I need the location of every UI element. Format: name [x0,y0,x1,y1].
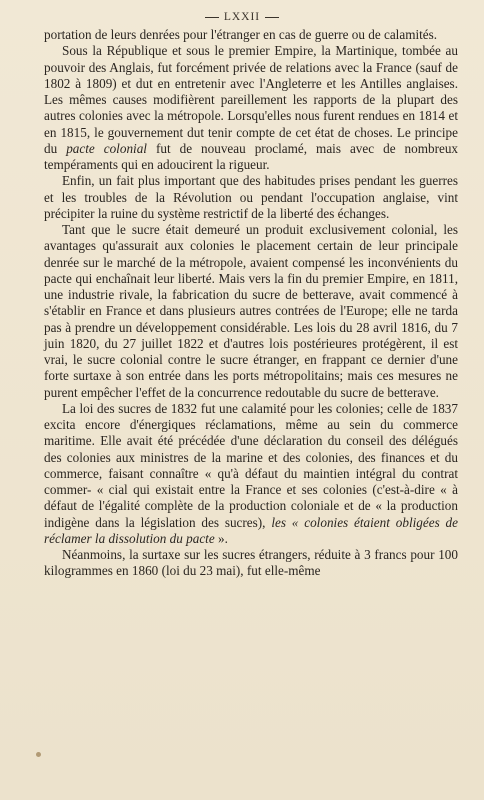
paragraph-text: Tant que le sucre était demeuré un produit exclusivement colonial, les avantages qu'assurait aux colonies le placement certain de leur principale denrée sur le marché de la métropole, avaient compensé les inconvénients du pacte qui enchaînait leur liberté. Mais vers la fin du premier Empire, en 1811, une industrie rivale, la fabrication du sucre de betterave, avait commencé à s'établir en France et dans plusieurs autres contrées de l'Europe; elle ne tarda pas à prendre un développement considérable. Les lois du 28 avril 1816, du 7 juin 1820, du 27 juillet 1822 et d'autres lois postérieures protégèrent, il est vrai, le sucre colonial contre le sucre étranger, en frappant ce dernier d'une forte surtaxe à son entrée dans les ports métropolitains; mais ces mesures ne purent empêcher l'effet de la concurrence redoutable du sucre de betterave. [44,222,458,400]
header-dash-right [265,17,279,18]
paragraph-text: Enfin, un fait plus important que des habitudes prises pendant les guerres et les troubles de la Révolution ou pendant l'occupation anglaise, vint précipiter la ruine du système restrictif de la liberté des échanges. [44,173,458,221]
header-dash-left [205,17,219,18]
paragraph-3 [44,173,458,222]
italic-quote: les « colonies étaient obligées de réclamer la dissolution du pacte [44,514,458,546]
paragraph-5 [44,401,458,547]
paragraph-text: Sous la République et sous le premier Empire, la Martinique, tombée au pouvoir des Anglais, fut forcément privée de relations avec la France (sauf de 1802 à 1809) et dut en entretenir avec l'Angleterre et les Antilles anglaises. Les mêmes causes modifièrent pareillement les rapports de la plupart des autres colonies avec la métropole. Lorsqu'elles nous furent rendues en 1814 et en 1815, le gouvernement dut tenir compte de cet état de choses. Le principe du [44,43,458,156]
paragraph-1 [44,27,458,43]
page-header [0,11,484,23]
page-number: LXXII [223,11,261,23]
italic-term: pacte colonial [66,140,147,156]
paragraph-4 [44,222,458,401]
body-text [44,27,458,580]
paragraph-text: ». [214,530,228,546]
paragraph-6 [44,547,458,580]
ink-spot [36,752,41,757]
paragraph-text: Néanmoins, la surtaxe sur les sucres étrangers, réduite à 3 francs pour 100 kilogrammes en 1860 (loi du 23 mai), fut elle-même [44,547,458,579]
paragraph-text: portation de leurs denrées pour l'étranger en cas de guerre ou de calamités. [44,27,438,42]
paragraph-text: La loi des sucres de 1832 fut une calamité pour les colonies; celle de 1837 excita encore d'énergiques réclamations, même au sein du commerce maritime. Elle avait été précédée d'une déclaration du conseil des délégués des colonies aux ministres de la marine et des colonies, des finances et du commerce, faisant connaître « qu'à défaut du maintien intégral du contrat commer- « cial qui existait entre la France et ses colonies (c'est-à-dire « à défaut de l'égalité complète de la production coloniale et de « la production indigène dans la législation des sucres), [44,400,458,530]
paragraph-text: fut de nouveau proclamé, mais avec de nombreux tempéraments qui en adoucirent la rigueur. [44,140,459,172]
paragraph-2 [44,43,458,173]
